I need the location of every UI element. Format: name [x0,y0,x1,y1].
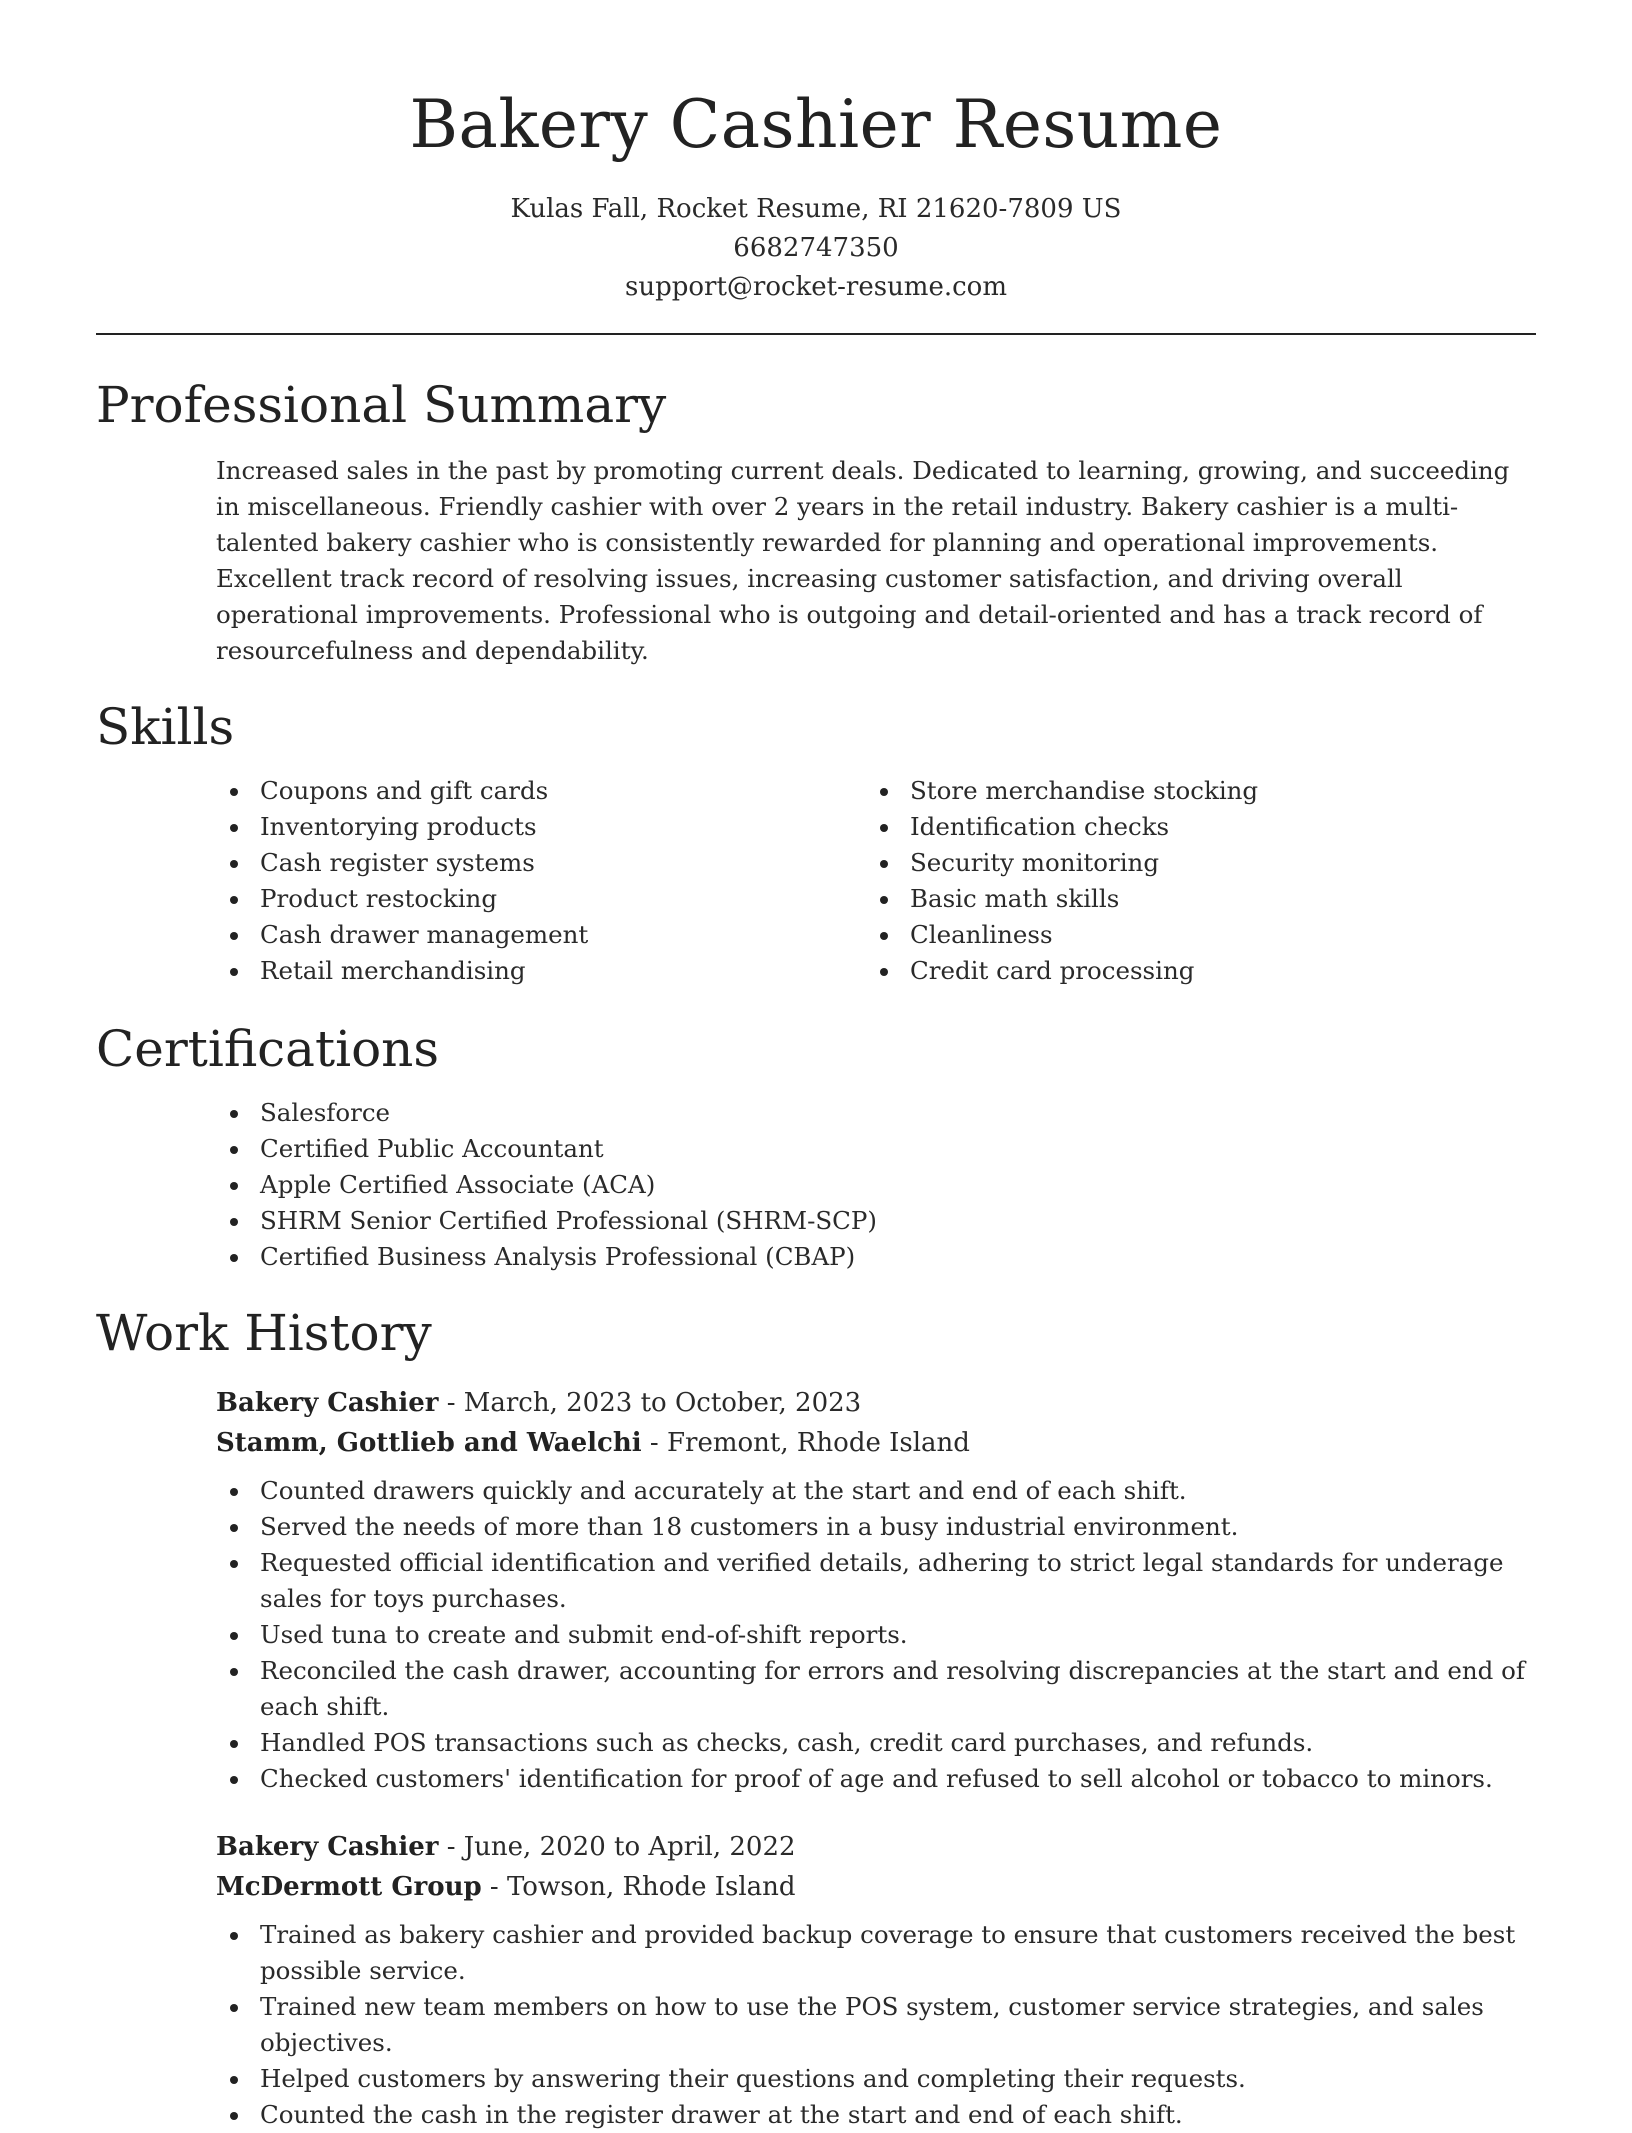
job-location: - Towson, Rhode Island [481,1872,796,1902]
job-company: Stamm, Gottlieb and Waelchi [216,1428,642,1458]
job-location: - Fremont, Rhode Island [641,1428,970,1458]
skill-item: Cash register systems [216,845,866,881]
work-history-section [96,1301,1536,2133]
job-duties-list [216,1917,1536,2133]
certification-item: SHRM Senior Certified Professional (SHRM-SCP) [216,1203,1536,1239]
job-duty-item: Trained as bakery cashier and provided backup coverage to ensure that customers received the best possible service. [216,1917,1536,1989]
skills-grid [216,773,1536,989]
skill-item: Coupons and gift cards [216,773,866,809]
contact-email: support@rocket-resume.com [624,272,1007,302]
summary-heading: Professional Summary [96,376,667,434]
skills-section [96,695,1536,989]
job-duty-item: Counted the cash in the register drawer at the start and end of each shift. [216,2097,1536,2133]
job-entry [216,1383,1536,1797]
summary-text: Increased sales in the past by promoting current deals. Dedicated to learning, growing, and succeeding in miscellaneous. Friendly cashier with over 2 years in the retail industry. Bakery cashier is a multi-talented bakery cashier who is consistently rewarded for planning and operational improvements. Excellent track record of resolving issues, increasing customer satisfaction, and driving overall operational improvements. Professional who is outgoing and detail-oriented and has a track record of resourcefulness and dependability. [216,456,1510,665]
header-divider [96,333,1536,335]
job-title-line [216,1383,1536,1423]
certifications-section [96,1017,1536,1275]
skill-item: Credit card processing [866,953,1516,989]
resume-title: Bakery Cashier Resume [409,86,1223,163]
job-company-line [216,1423,1536,1463]
job-role: Bakery Cashier [216,1388,439,1418]
job-duty-item: Trained new team members on how to use the POS system, customer service strategies, and sales objectives. [216,1989,1536,2061]
job-company: McDermott Group [216,1872,482,1902]
certification-item: Certified Business Analysis Professional (CBAP) [216,1239,1536,1275]
skill-item: Retail merchandising [216,953,866,989]
certification-item: Apple Certified Associate (ACA) [216,1167,1536,1203]
contact-block [96,190,1536,307]
skill-item: Cleanliness [866,917,1516,953]
job-duty-item: Used tuna to create and submit end-of-shift reports. [216,1617,1536,1653]
contact-phone: 6682747350 [733,233,899,263]
contact-address: Kulas Fall, Rocket Resume, RI 21620-7809 US [510,194,1122,224]
job-duty-item: Counted drawers quickly and accurately at the start and end of each shift. [216,1473,1536,1509]
skills-column-right [866,773,1516,989]
skills-heading: Skills [96,698,235,756]
certification-item: Salesforce [216,1095,1536,1131]
skill-item: Cash drawer management [216,917,866,953]
skill-item: Basic math skills [866,881,1516,917]
summary-section [96,373,1536,669]
certifications-list [216,1095,1536,1275]
certification-item: Certified Public Accountant [216,1131,1536,1167]
job-dates: - June, 2020 to April, 2022 [438,1832,796,1862]
skills-column-left [216,773,866,989]
work-history-heading: Work History [96,1304,432,1362]
job-duty-item: Served the needs of more than 18 customers in a busy industrial environment. [216,1509,1536,1545]
job-dates: - March, 2023 to October, 2023 [438,1388,862,1418]
job-duty-item: Helped customers by answering their questions and completing their requests. [216,2061,1536,2097]
job-duty-item: Checked customers' identification for proof of age and refused to sell alcohol or tobacco to minors. [216,1761,1536,1797]
job-role: Bakery Cashier [216,1832,439,1862]
certifications-heading: Certifications [96,1020,440,1078]
skill-item: Security monitoring [866,845,1516,881]
resume-page [96,0,1536,2129]
resume-header [96,0,1536,307]
skill-item: Store merchandise stocking [866,773,1516,809]
skill-item: Product restocking [216,881,866,917]
skill-item: Inventorying products [216,809,866,845]
job-duty-item: Handled POS transactions such as checks, cash, credit card purchases, and refunds. [216,1725,1536,1761]
job-entry [216,1827,1536,2133]
job-company-line [216,1867,1536,1907]
skill-item: Identification checks [866,809,1516,845]
job-duties-list [216,1473,1536,1797]
job-duty-item: Requested official identification and verified details, adhering to strict legal standards for underage sales for toys purchases. [216,1545,1536,1617]
job-title-line [216,1827,1536,1867]
job-duty-item: Reconciled the cash drawer, accounting for errors and resolving discrepancies at the start and end of each shift. [216,1653,1536,1725]
